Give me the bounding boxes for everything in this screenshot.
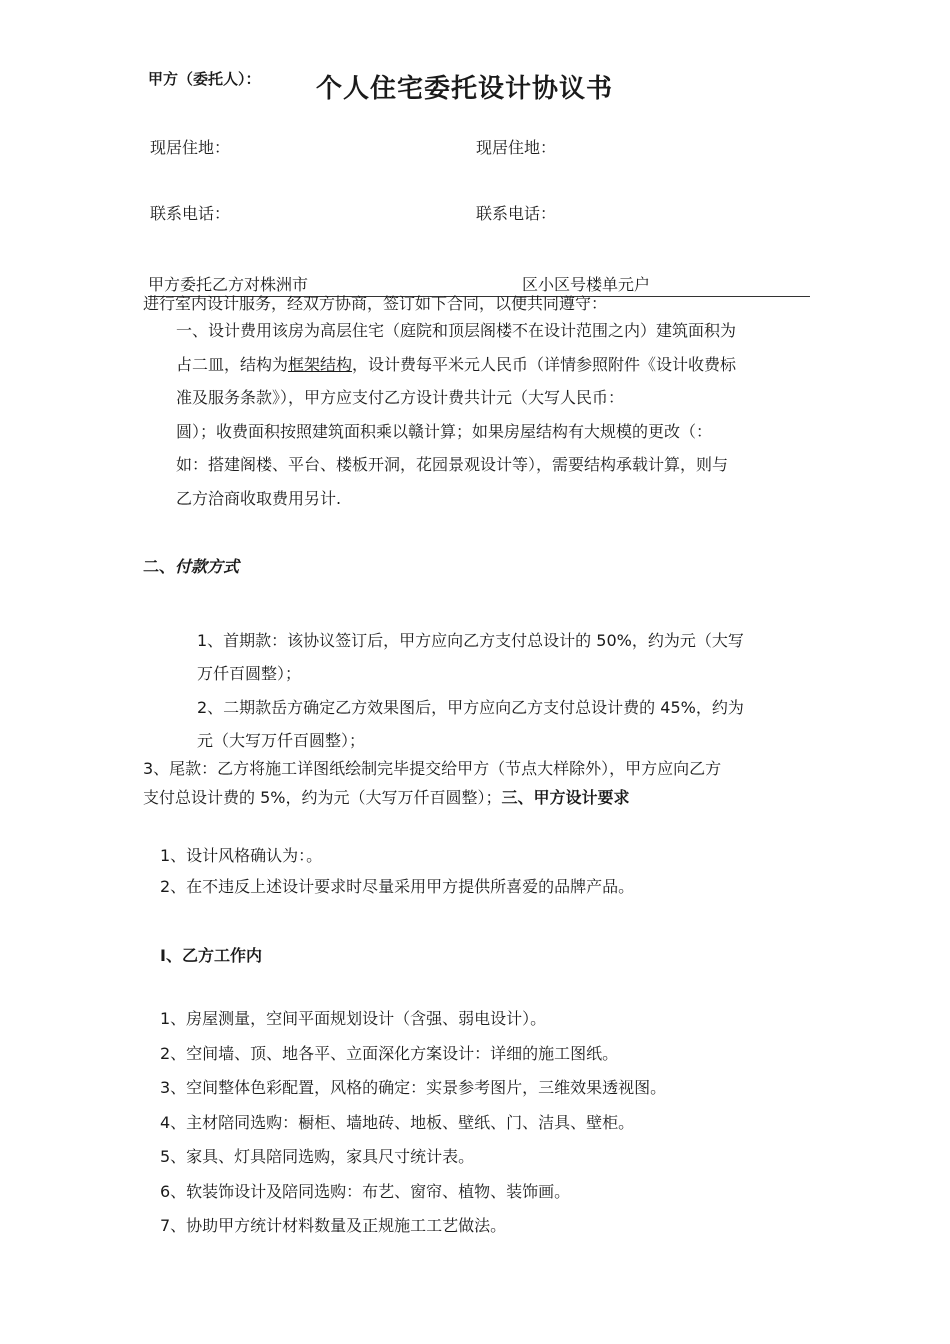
party-b-address-label: 现居住地： <box>476 138 557 157</box>
work-item: 6、软装饰设计及陪同选购：布艺、窗帘、植物、装饰画。 <box>160 1182 571 1201</box>
section1-line: 一、设计费用该房为高层住宅（庭院和顶层阁楼不在设计范围之内）建筑面积为 <box>176 321 737 340</box>
section1-line: 圆）；收费面积按照建筑面积乘以赣计算；如果房屋结构有大规模的更改（： <box>176 422 713 441</box>
property-line-city: 甲方委托乙方对株洲市 <box>148 275 309 294</box>
payment-final-text: 支付总设计费的 5%，约为元（大写万仟百圆整）； <box>143 788 502 807</box>
section2-heading-text: 付款方式 <box>175 557 240 576</box>
section1-line: 乙方洽商收取费用另计. <box>176 489 342 508</box>
party-a-phone-label: 联系电话： <box>150 204 231 223</box>
structure-type: 框架结构 <box>288 355 353 374</box>
requirement-item: 2、在不违反上述设计要求时尽量采用甲方提供所喜爱的品牌产品。 <box>160 877 635 896</box>
work-item: 2、空间墙、顶、地各平、立面深化方案设计：详细的施工图纸。 <box>160 1044 619 1063</box>
payment-item-line: 2、二期款岳方确定乙方效果图后，甲方应向乙方支付总设计费的 45%，约为 <box>197 698 744 717</box>
section2-heading-num: 二、 <box>143 557 176 576</box>
work-item: 4、主材陪同选购：橱柜、墙地砖、地板、壁纸、门、洁具、壁柜。 <box>160 1113 635 1132</box>
property-line-unit: 区小区号楼单元户 <box>522 275 651 294</box>
work-item: 7、协助甲方统计材料数量及正规施工工艺做法。 <box>160 1216 507 1235</box>
document-title: 个人住宅委托设计协议书 <box>316 74 614 104</box>
party-a-address-label: 现居住地： <box>150 138 231 157</box>
section1-line: 如：搭建阁楼、平台、楼板开洞，花园景观设计等），需要结构承载计算，则与 <box>176 455 729 474</box>
party-b-phone-label: 联系电话： <box>476 204 557 223</box>
work-item: 5、家具、灯具陪同选购，家具尺寸统计表。 <box>160 1147 475 1166</box>
section1-area-text: 占二皿，结构为 <box>176 355 289 374</box>
contract-intro: 进行室内设计服务，经双方协商，签订如下合同，以便共同遵守： <box>143 294 608 313</box>
section1-line: 准及服务条款》），甲方应支付乙方设计费共计元（大写人民币： <box>176 388 625 407</box>
payment-item-line: 1、首期款：该协议签订后，甲方应向乙方支付总设计的 50%，约为元（大写 <box>197 631 744 650</box>
section1-fee-text: ，设计费每平米元人民币（详情参照附件《设计收费标 <box>352 355 737 374</box>
payment-item-line <box>143 781 630 815</box>
payment-item-line: 万仟百圆整）； <box>197 664 302 683</box>
section2-heading <box>143 554 239 577</box>
work-item: 1、房屋测量，空间平面规划设计（含强、弱电设计）。 <box>160 1009 547 1028</box>
party-a-label: 甲方（委托人）： <box>148 70 261 88</box>
section1-line <box>176 348 736 382</box>
payment-item-line: 元（大写万仟百圆整）； <box>197 731 366 750</box>
section3-heading: 三、甲方设计要求 <box>501 788 630 807</box>
work-item: 3、空间整体色彩配置，风格的确定：实景参考图片，三维效果透视图。 <box>160 1078 667 1097</box>
requirement-item: 1、设计风格确认为：。 <box>160 846 323 865</box>
section4-heading: I、乙方工作内 <box>160 946 262 965</box>
payment-item-line: 3、尾款：乙方将施工详图纸绘制完毕提交给甲方（节点大样除外），甲方应向乙方 <box>143 759 722 778</box>
